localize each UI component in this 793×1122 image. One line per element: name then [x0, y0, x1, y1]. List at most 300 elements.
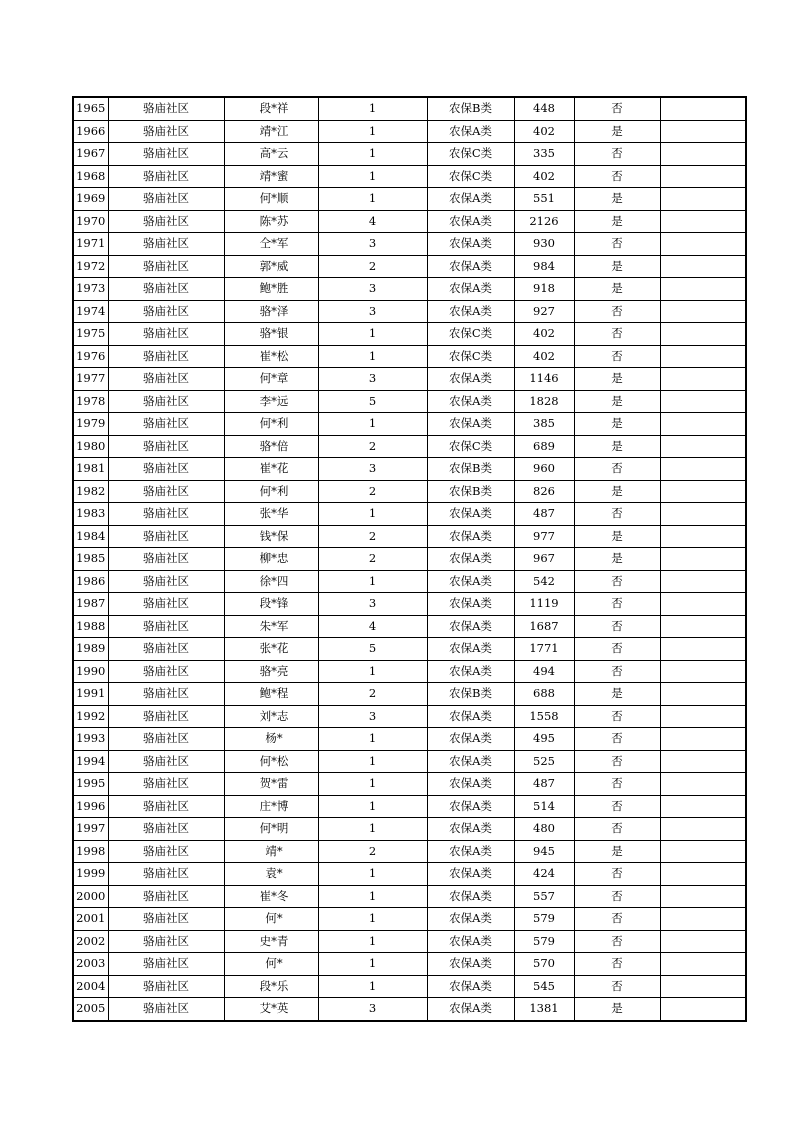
insurance-type-cell: 农保B类	[427, 480, 514, 503]
table-row	[73, 525, 746, 548]
flag-cell: 否	[574, 728, 660, 751]
household-count-cell: 2	[318, 525, 427, 548]
household-count-cell: 3	[318, 593, 427, 616]
flag-cell: 是	[574, 188, 660, 211]
name-cell: 朱*军	[224, 615, 318, 638]
amount-cell: 525	[514, 750, 574, 773]
amount-cell: 1558	[514, 705, 574, 728]
row-number-cell: 1982	[73, 480, 108, 503]
community-cell: 骆庙社区	[108, 728, 224, 751]
amount-cell: 688	[514, 683, 574, 706]
table-row	[73, 323, 746, 346]
remark-cell	[660, 278, 746, 301]
remark-cell	[660, 480, 746, 503]
remark-cell	[660, 863, 746, 886]
table-row	[73, 570, 746, 593]
remark-cell	[660, 953, 746, 976]
community-cell: 骆庙社区	[108, 818, 224, 841]
row-number-cell: 1987	[73, 593, 108, 616]
row-number-cell: 1989	[73, 638, 108, 661]
community-cell: 骆庙社区	[108, 570, 224, 593]
flag-cell: 否	[574, 503, 660, 526]
household-count-cell: 1	[318, 660, 427, 683]
household-count-cell: 3	[318, 998, 427, 1021]
row-number-cell: 1979	[73, 413, 108, 436]
remark-cell	[660, 503, 746, 526]
community-cell: 骆庙社区	[108, 390, 224, 413]
insurance-type-cell: 农保A类	[427, 413, 514, 436]
table-row	[73, 165, 746, 188]
name-cell: 张*华	[224, 503, 318, 526]
table-row	[73, 728, 746, 751]
name-cell: 张*花	[224, 638, 318, 661]
amount-cell: 557	[514, 885, 574, 908]
insurance-type-cell: 农保B类	[427, 458, 514, 481]
household-count-cell: 1	[318, 165, 427, 188]
table-row	[73, 143, 746, 166]
flag-cell: 是	[574, 255, 660, 278]
table-row	[73, 660, 746, 683]
insurance-type-cell: 农保A类	[427, 998, 514, 1021]
table-row	[73, 480, 746, 503]
name-cell: 骆*银	[224, 323, 318, 346]
flag-cell: 是	[574, 480, 660, 503]
row-number-cell: 1994	[73, 750, 108, 773]
community-cell: 骆庙社区	[108, 638, 224, 661]
insurance-type-cell: 农保A类	[427, 593, 514, 616]
name-cell: 何*章	[224, 368, 318, 391]
insurance-type-cell: 农保A类	[427, 773, 514, 796]
flag-cell: 否	[574, 323, 660, 346]
name-cell: 何*明	[224, 818, 318, 841]
household-count-cell: 1	[318, 818, 427, 841]
flag-cell: 否	[574, 930, 660, 953]
row-number-cell: 1975	[73, 323, 108, 346]
remark-cell	[660, 323, 746, 346]
name-cell: 何*松	[224, 750, 318, 773]
insurance-type-cell: 农保A类	[427, 885, 514, 908]
flag-cell: 是	[574, 120, 660, 143]
name-cell: 骆*亮	[224, 660, 318, 683]
flag-cell: 否	[574, 885, 660, 908]
insurance-type-cell: 农保A类	[427, 930, 514, 953]
remark-cell	[660, 975, 746, 998]
row-number-cell: 1966	[73, 120, 108, 143]
table-row	[73, 368, 746, 391]
insurance-type-cell: 农保A类	[427, 728, 514, 751]
community-cell: 骆庙社区	[108, 300, 224, 323]
row-number-cell: 1974	[73, 300, 108, 323]
household-count-cell: 2	[318, 480, 427, 503]
table-row	[73, 255, 746, 278]
row-number-cell: 1965	[73, 97, 108, 120]
name-cell: 何*利	[224, 413, 318, 436]
household-count-cell: 4	[318, 615, 427, 638]
amount-cell: 967	[514, 548, 574, 571]
table-row	[73, 278, 746, 301]
insurance-type-cell: 农保A类	[427, 638, 514, 661]
name-cell: 徐*四	[224, 570, 318, 593]
flag-cell: 是	[574, 525, 660, 548]
household-count-cell: 1	[318, 323, 427, 346]
table-row	[73, 750, 746, 773]
row-number-cell: 1969	[73, 188, 108, 211]
name-cell: 柳*忠	[224, 548, 318, 571]
amount-cell: 984	[514, 255, 574, 278]
table-row	[73, 120, 746, 143]
community-cell: 骆庙社区	[108, 593, 224, 616]
household-count-cell: 4	[318, 210, 427, 233]
community-cell: 骆庙社区	[108, 615, 224, 638]
table-row	[73, 593, 746, 616]
insurance-type-cell: 农保A类	[427, 278, 514, 301]
amount-cell: 579	[514, 930, 574, 953]
insurance-type-cell: 农保A类	[427, 188, 514, 211]
household-count-cell: 1	[318, 750, 427, 773]
insurance-type-cell: 农保A类	[427, 368, 514, 391]
community-cell: 骆庙社区	[108, 233, 224, 256]
amount-cell: 1771	[514, 638, 574, 661]
table-row	[73, 503, 746, 526]
community-cell: 骆庙社区	[108, 165, 224, 188]
amount-cell: 424	[514, 863, 574, 886]
remark-cell	[660, 728, 746, 751]
insurance-type-cell: 农保C类	[427, 345, 514, 368]
flag-cell: 是	[574, 413, 660, 436]
flag-cell: 否	[574, 570, 660, 593]
table-row	[73, 773, 746, 796]
insurance-type-cell: 农保A类	[427, 863, 514, 886]
flag-cell: 否	[574, 953, 660, 976]
remark-cell	[660, 660, 746, 683]
name-cell: 何*	[224, 953, 318, 976]
insurance-type-cell: 农保A类	[427, 390, 514, 413]
household-count-cell: 1	[318, 795, 427, 818]
amount-cell: 335	[514, 143, 574, 166]
table-row	[73, 840, 746, 863]
row-number-cell: 2004	[73, 975, 108, 998]
household-count-cell: 3	[318, 458, 427, 481]
household-count-cell: 1	[318, 975, 427, 998]
remark-cell	[660, 615, 746, 638]
flag-cell: 是	[574, 390, 660, 413]
table-row	[73, 930, 746, 953]
name-cell: 骆*泽	[224, 300, 318, 323]
community-cell: 骆庙社区	[108, 323, 224, 346]
flag-cell: 否	[574, 458, 660, 481]
household-count-cell: 1	[318, 908, 427, 931]
name-cell: 鲍*胜	[224, 278, 318, 301]
household-count-cell: 5	[318, 390, 427, 413]
flag-cell: 是	[574, 278, 660, 301]
amount-cell: 545	[514, 975, 574, 998]
insurance-type-cell: 农保A类	[427, 795, 514, 818]
remark-cell	[660, 525, 746, 548]
amount-cell: 930	[514, 233, 574, 256]
row-number-cell: 2001	[73, 908, 108, 931]
community-cell: 骆庙社区	[108, 998, 224, 1021]
row-number-cell: 1973	[73, 278, 108, 301]
row-number-cell: 1996	[73, 795, 108, 818]
row-number-cell: 1970	[73, 210, 108, 233]
name-cell: 何*顺	[224, 188, 318, 211]
insurance-type-cell: 农保A类	[427, 233, 514, 256]
remark-cell	[660, 818, 746, 841]
insurance-type-cell: 农保A类	[427, 210, 514, 233]
community-cell: 骆庙社区	[108, 278, 224, 301]
table-row	[73, 458, 746, 481]
remark-cell	[660, 345, 746, 368]
name-cell: 刘*志	[224, 705, 318, 728]
community-cell: 骆庙社区	[108, 773, 224, 796]
amount-cell: 402	[514, 120, 574, 143]
flag-cell: 否	[574, 773, 660, 796]
community-cell: 骆庙社区	[108, 345, 224, 368]
row-number-cell: 1984	[73, 525, 108, 548]
name-cell: 崔*冬	[224, 885, 318, 908]
remark-cell	[660, 638, 746, 661]
amount-cell: 945	[514, 840, 574, 863]
community-cell: 骆庙社区	[108, 548, 224, 571]
name-cell: 段*乐	[224, 975, 318, 998]
name-cell: 靖*江	[224, 120, 318, 143]
amount-cell: 495	[514, 728, 574, 751]
flag-cell: 否	[574, 908, 660, 931]
community-cell: 骆庙社区	[108, 975, 224, 998]
remark-cell	[660, 120, 746, 143]
row-number-cell: 1995	[73, 773, 108, 796]
insurance-type-cell: 农保A类	[427, 840, 514, 863]
table-row	[73, 908, 746, 931]
remark-cell	[660, 210, 746, 233]
flag-cell: 是	[574, 998, 660, 1021]
name-cell: 史*青	[224, 930, 318, 953]
household-count-cell: 1	[318, 953, 427, 976]
remark-cell	[660, 705, 746, 728]
name-cell: 何*利	[224, 480, 318, 503]
row-number-cell: 1976	[73, 345, 108, 368]
row-number-cell: 1988	[73, 615, 108, 638]
remark-cell	[660, 683, 746, 706]
name-cell: 靖*	[224, 840, 318, 863]
amount-cell: 826	[514, 480, 574, 503]
insurance-type-cell: 农保C类	[427, 143, 514, 166]
remark-cell	[660, 368, 746, 391]
table-row	[73, 435, 746, 458]
name-cell: 靖*蜜	[224, 165, 318, 188]
flag-cell: 否	[574, 593, 660, 616]
community-cell: 骆庙社区	[108, 525, 224, 548]
amount-cell: 960	[514, 458, 574, 481]
amount-cell: 579	[514, 908, 574, 931]
amount-cell: 1687	[514, 615, 574, 638]
amount-cell: 480	[514, 818, 574, 841]
remark-cell	[660, 750, 746, 773]
row-number-cell: 1971	[73, 233, 108, 256]
name-cell: 高*云	[224, 143, 318, 166]
flag-cell: 否	[574, 818, 660, 841]
community-cell: 骆庙社区	[108, 97, 224, 120]
amount-cell: 448	[514, 97, 574, 120]
row-number-cell: 1991	[73, 683, 108, 706]
table-row	[73, 705, 746, 728]
table-row	[73, 795, 746, 818]
table-row	[73, 975, 746, 998]
remark-cell	[660, 165, 746, 188]
row-number-cell: 2002	[73, 930, 108, 953]
remark-cell	[660, 97, 746, 120]
household-count-cell: 3	[318, 705, 427, 728]
household-count-cell: 3	[318, 368, 427, 391]
name-cell: 段*锋	[224, 593, 318, 616]
community-cell: 骆庙社区	[108, 458, 224, 481]
table-row	[73, 390, 746, 413]
row-number-cell: 1981	[73, 458, 108, 481]
name-cell: 崔*松	[224, 345, 318, 368]
amount-cell: 918	[514, 278, 574, 301]
community-cell: 骆庙社区	[108, 705, 224, 728]
insurance-type-cell: 农保A类	[427, 570, 514, 593]
community-cell: 骆庙社区	[108, 255, 224, 278]
household-count-cell: 3	[318, 233, 427, 256]
remark-cell	[660, 300, 746, 323]
remark-cell	[660, 435, 746, 458]
row-number-cell: 1998	[73, 840, 108, 863]
row-number-cell: 1977	[73, 368, 108, 391]
community-cell: 骆庙社区	[108, 683, 224, 706]
remark-cell	[660, 885, 746, 908]
table-row	[73, 413, 746, 436]
row-number-cell: 1990	[73, 660, 108, 683]
remark-cell	[660, 233, 746, 256]
table-row	[73, 998, 746, 1021]
flag-cell: 是	[574, 683, 660, 706]
row-number-cell: 1992	[73, 705, 108, 728]
amount-cell: 927	[514, 300, 574, 323]
amount-cell: 487	[514, 503, 574, 526]
amount-cell: 1119	[514, 593, 574, 616]
household-count-cell: 1	[318, 188, 427, 211]
insurance-type-cell: 农保A类	[427, 660, 514, 683]
amount-cell: 689	[514, 435, 574, 458]
row-number-cell: 1968	[73, 165, 108, 188]
community-cell: 骆庙社区	[108, 143, 224, 166]
household-count-cell: 2	[318, 840, 427, 863]
amount-cell: 514	[514, 795, 574, 818]
flag-cell: 否	[574, 750, 660, 773]
amount-cell: 402	[514, 345, 574, 368]
community-cell: 骆庙社区	[108, 188, 224, 211]
remark-cell	[660, 188, 746, 211]
insurance-type-cell: 农保C类	[427, 323, 514, 346]
name-cell: 骆*倍	[224, 435, 318, 458]
data-table	[72, 96, 747, 1022]
insurance-type-cell: 农保A类	[427, 548, 514, 571]
household-count-cell: 2	[318, 548, 427, 571]
household-count-cell: 1	[318, 143, 427, 166]
community-cell: 骆庙社区	[108, 368, 224, 391]
household-count-cell: 1	[318, 120, 427, 143]
community-cell: 骆庙社区	[108, 120, 224, 143]
flag-cell: 否	[574, 165, 660, 188]
community-cell: 骆庙社区	[108, 660, 224, 683]
household-count-cell: 2	[318, 435, 427, 458]
table-row	[73, 345, 746, 368]
table-row	[73, 638, 746, 661]
community-cell: 骆庙社区	[108, 908, 224, 931]
table-row	[73, 548, 746, 571]
insurance-type-cell: 农保C类	[427, 435, 514, 458]
household-count-cell: 2	[318, 683, 427, 706]
amount-cell: 1146	[514, 368, 574, 391]
remark-cell	[660, 548, 746, 571]
community-cell: 骆庙社区	[108, 795, 224, 818]
table-body	[73, 97, 746, 1021]
name-cell: 艾*英	[224, 998, 318, 1021]
remark-cell	[660, 390, 746, 413]
flag-cell: 否	[574, 97, 660, 120]
row-number-cell: 1985	[73, 548, 108, 571]
amount-cell: 402	[514, 323, 574, 346]
table-row	[73, 233, 746, 256]
insurance-type-cell: 农保B类	[427, 683, 514, 706]
row-number-cell: 1978	[73, 390, 108, 413]
flag-cell: 否	[574, 233, 660, 256]
remark-cell	[660, 143, 746, 166]
table-row	[73, 97, 746, 120]
amount-cell: 542	[514, 570, 574, 593]
remark-cell	[660, 998, 746, 1021]
row-number-cell: 1980	[73, 435, 108, 458]
name-cell: 陈*苏	[224, 210, 318, 233]
insurance-type-cell: 农保A类	[427, 908, 514, 931]
community-cell: 骆庙社区	[108, 953, 224, 976]
flag-cell: 是	[574, 840, 660, 863]
amount-cell: 1828	[514, 390, 574, 413]
amount-cell: 977	[514, 525, 574, 548]
household-count-cell: 1	[318, 97, 427, 120]
amount-cell: 570	[514, 953, 574, 976]
community-cell: 骆庙社区	[108, 413, 224, 436]
table-row	[73, 818, 746, 841]
amount-cell: 2126	[514, 210, 574, 233]
name-cell: 庄*博	[224, 795, 318, 818]
amount-cell: 551	[514, 188, 574, 211]
insurance-type-cell: 农保A类	[427, 300, 514, 323]
flag-cell: 是	[574, 368, 660, 391]
flag-cell: 否	[574, 615, 660, 638]
community-cell: 骆庙社区	[108, 930, 224, 953]
table-row	[73, 188, 746, 211]
insurance-type-cell: 农保A类	[427, 525, 514, 548]
table-row	[73, 300, 746, 323]
community-cell: 骆庙社区	[108, 210, 224, 233]
remark-cell	[660, 840, 746, 863]
name-cell: 郭*威	[224, 255, 318, 278]
name-cell: 仝*军	[224, 233, 318, 256]
insurance-type-cell: 农保A类	[427, 120, 514, 143]
remark-cell	[660, 458, 746, 481]
insurance-type-cell: 农保A类	[427, 975, 514, 998]
row-number-cell: 2000	[73, 885, 108, 908]
remark-cell	[660, 255, 746, 278]
amount-cell: 494	[514, 660, 574, 683]
row-number-cell: 1972	[73, 255, 108, 278]
household-count-cell: 1	[318, 773, 427, 796]
community-cell: 骆庙社区	[108, 503, 224, 526]
flag-cell: 否	[574, 795, 660, 818]
remark-cell	[660, 795, 746, 818]
